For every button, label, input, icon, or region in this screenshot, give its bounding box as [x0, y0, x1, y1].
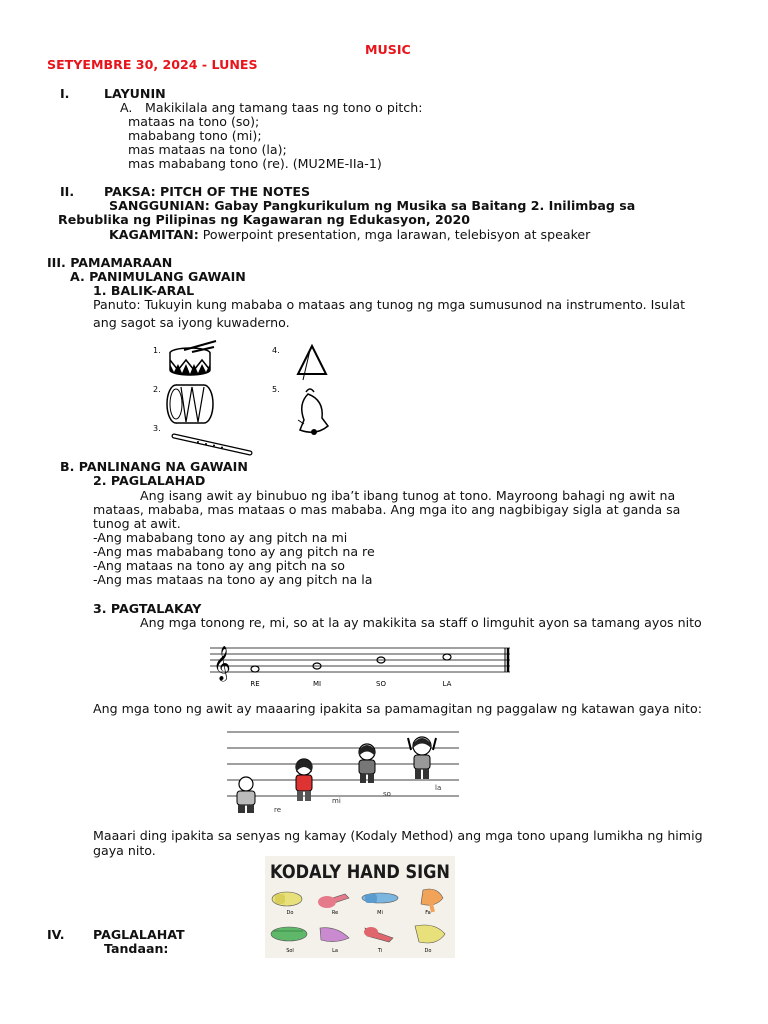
- objective-a-text: Makikilala ang tamang taas ng tono o pitch:: [145, 100, 423, 115]
- child-crouching-icon: [237, 777, 255, 813]
- pagtalakay-text: Ang mga tonong re, mi, so at la ay makikita sa staff o limguhit ayon sa tamang ayos nito: [140, 615, 702, 630]
- instrument-number: 5.: [272, 385, 280, 394]
- hand-sign-sol-icon: [271, 927, 307, 941]
- music-staff: [205, 640, 515, 690]
- section-4-number: IV.: [47, 927, 65, 942]
- kodaly-title: KODALY HAND SIGN: [270, 861, 450, 883]
- hand-sign-mi-icon: [362, 893, 398, 903]
- section-2-number: II.: [60, 184, 75, 199]
- kagamitan-label: KAGAMITAN:: [109, 227, 199, 242]
- section-1-title: LAYUNIN: [104, 86, 166, 101]
- paglalahad-para-line-3: tunog at awit.: [93, 516, 181, 531]
- objective-item: mas mababang tono (re). (MU2ME-IIa-1): [128, 156, 382, 171]
- objective-item: mataas na tono (so);: [128, 114, 260, 129]
- kodaly-label: Do: [286, 910, 294, 916]
- body-note-label: mi: [332, 797, 341, 805]
- child-hands-on-shoulders-icon: [359, 744, 375, 783]
- body-note-label: la: [435, 784, 442, 792]
- section-1-number: I.: [60, 86, 70, 101]
- panuto-line-2: ang sagot sa iyong kuwaderno.: [93, 315, 290, 330]
- section-3-title: III. PAMAMARAAN: [47, 255, 173, 270]
- hand-sign-do-icon: [272, 892, 302, 906]
- child-hands-on-head-icon: [408, 737, 436, 779]
- staff-note-label: MI: [312, 680, 322, 688]
- snare-drum-icon: [170, 341, 216, 375]
- balik-aral-title: 1. BALIK-ARAL: [93, 283, 195, 298]
- sanggunian-line-2: Rebublika ng Pilipinas ng Kagawaran ng Edukasyon, 2020: [58, 212, 471, 227]
- objective-item: mas mataas na tono (la);: [128, 142, 287, 157]
- paglalahad-para-line-1: Ang isang awit ay binubuo ng iba’t ibang tunog at tono. Mayroong bahagi ng awit na: [140, 488, 676, 503]
- kodaly-label: La: [332, 948, 338, 954]
- treble-clef-icon: 𝄞: [213, 646, 231, 681]
- body-movement-figure: [222, 720, 464, 816]
- instrument-number: 1.: [153, 346, 161, 355]
- instrument-number: 2.: [153, 385, 161, 394]
- staff-note-label: RE: [250, 680, 260, 688]
- paglalahad-para-line-2: mataas, mababa, mas mataas o mas mababa. Ang mga ito ang nagbibigay sigla at ganda sa: [93, 502, 681, 517]
- lesson-date: SETYEMBRE 30, 2024 - LUNES: [47, 57, 258, 72]
- panuto-line-1: Panuto: Tukuyin kung mababa o mataas ang tunog ng mga sumusunod na instrumento. Isulat: [93, 297, 686, 312]
- instruments-figure: [148, 336, 343, 461]
- body-note-label: re: [274, 806, 282, 814]
- section-4-title: PAGLALAHAT: [93, 927, 185, 942]
- note-la: [443, 654, 451, 660]
- kodaly-label: Ti: [377, 948, 383, 954]
- instrument-number: 3.: [153, 424, 161, 433]
- staff-note-label: LA: [442, 680, 452, 688]
- kagamitan-text: Powerpoint presentation, mga larawan, telebisyon at speaker: [198, 227, 591, 242]
- body-note-label: so: [383, 790, 391, 798]
- note-re: [251, 666, 259, 672]
- pitch-line: -Ang mababang tono ay ang pitch na mi: [93, 530, 348, 545]
- bell-icon: [298, 389, 328, 435]
- body-movement-text: Ang mga tono ng awit ay maaaring ipakita sa pamamagitan ng paggalaw ng katawan gaya nito:: [93, 701, 702, 716]
- pitch-line: -Ang mas mababang tono ay ang pitch na re: [93, 544, 375, 559]
- child-hands-on-hips-icon: [296, 759, 312, 801]
- pitch-line: -Ang mataas na tono ay ang pitch na so: [93, 558, 345, 573]
- kodaly-label: Do: [424, 948, 432, 954]
- kodaly-label: Re: [331, 910, 339, 916]
- panimulang-gawain-title: A. PANIMULANG GAWAIN: [70, 269, 246, 284]
- kodaly-hand-sign-image: [265, 856, 455, 958]
- kodaly-text-line-1: Maaari ding ipakita sa senyas ng kamay (Kodaly Method) ang mga tono upang lumikha ng himig: [93, 828, 703, 843]
- subject-title: MUSIC: [365, 42, 411, 57]
- sanggunian-line-1: SANGGUNIAN: Gabay Pangkurikulum ng Musika sa Baitang 2. Inilimbag sa: [109, 198, 636, 213]
- objective-item: mababang tono (mi);: [128, 128, 262, 143]
- instrument-number: 4.: [272, 346, 280, 355]
- panlinang-gawain-title: B. PANLINANG NA GAWAIN: [60, 459, 248, 474]
- objective-a-label: A.: [120, 100, 133, 115]
- paglalahad-title: 2. PAGLALAHAD: [93, 473, 206, 488]
- pitch-line: -Ang mas mataas na tono ay ang pitch na la: [93, 572, 373, 587]
- kodaly-label: Sol: [286, 948, 294, 954]
- pagtalakay-title: 3. PAGTALAKAY: [93, 601, 202, 616]
- kodaly-label: Fa: [425, 910, 431, 916]
- tandaan-label: Tandaan:: [104, 941, 169, 956]
- kodaly-label: Mi: [377, 910, 383, 916]
- section-2-title: PAKSA: PITCH OF THE NOTES: [104, 184, 311, 199]
- triangle-instrument-icon: [298, 346, 326, 380]
- kodaly-text-line-2: gaya nito.: [93, 843, 156, 858]
- kagamitan-line: [109, 228, 590, 242]
- recorder-icon: [174, 436, 250, 453]
- bass-drum-icon: [167, 385, 213, 423]
- staff-note-label: SO: [376, 680, 386, 688]
